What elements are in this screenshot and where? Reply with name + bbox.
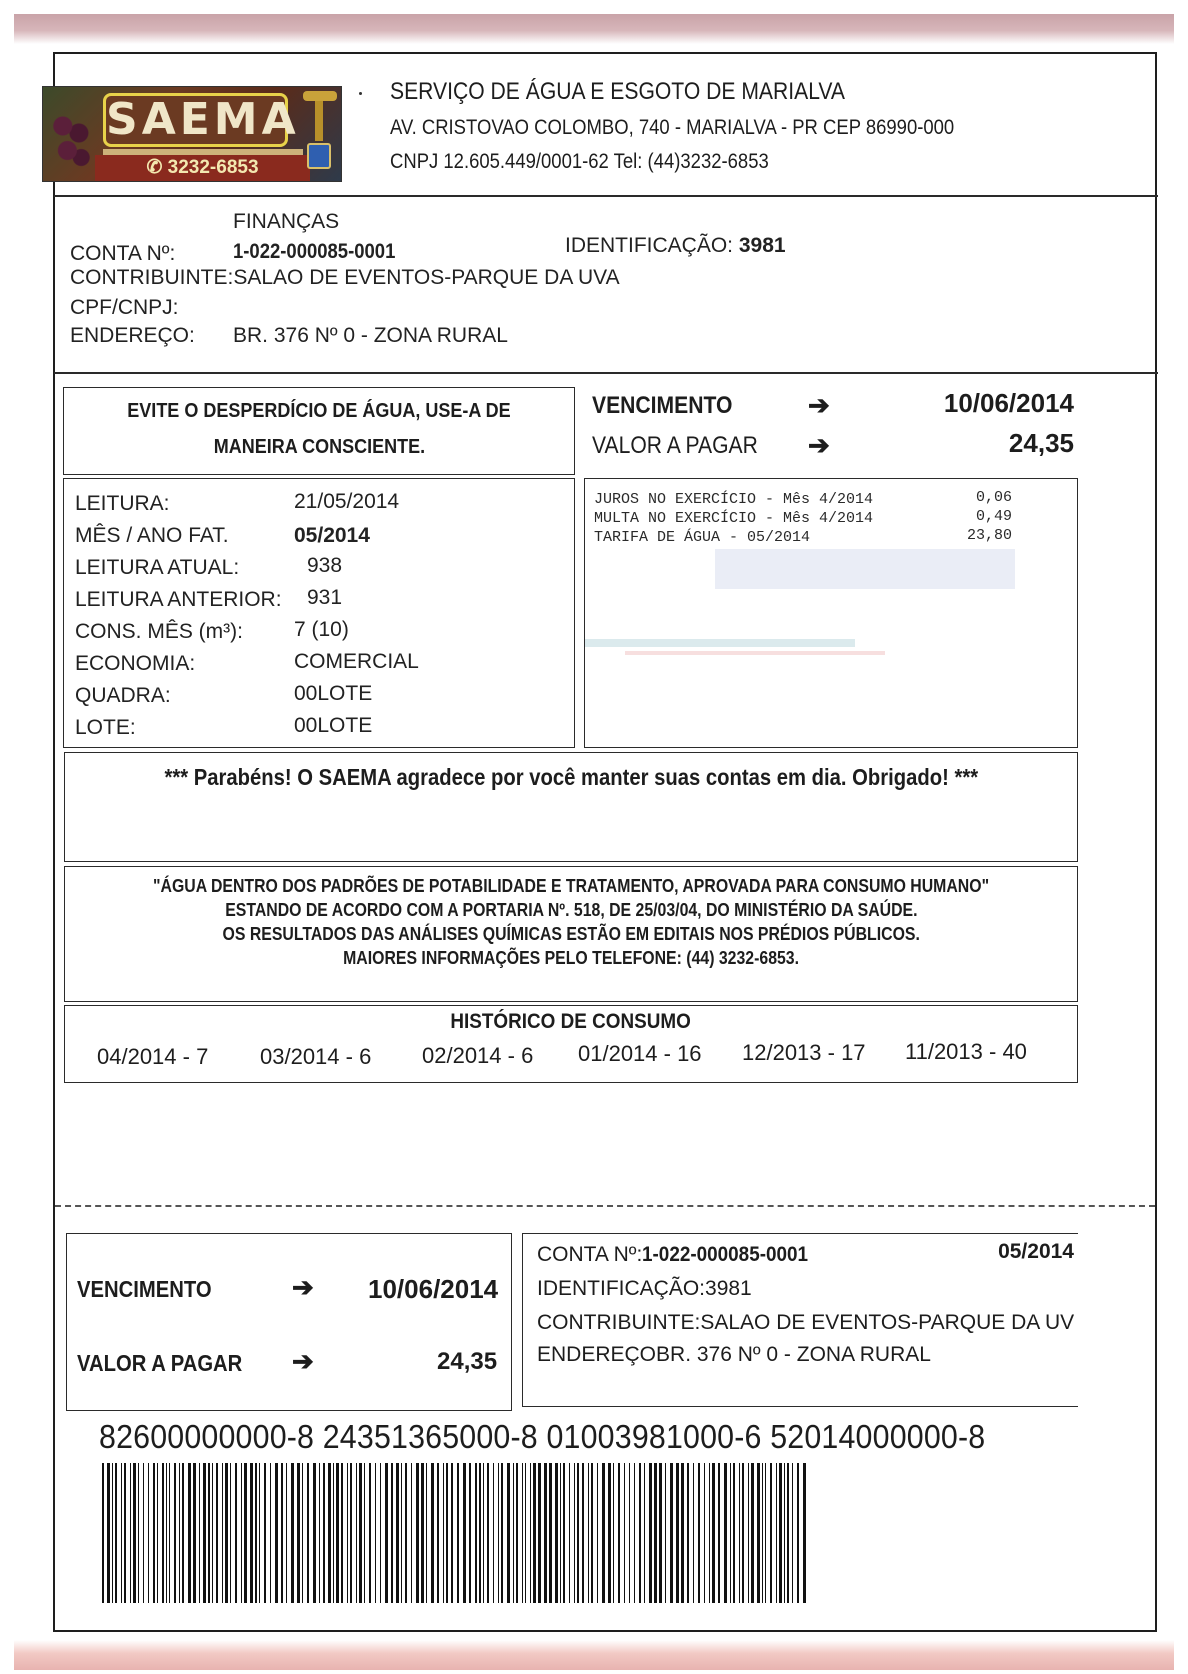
arrow-right-icon: ➔ <box>292 1272 314 1302</box>
barcode-bar <box>364 1463 365 1603</box>
barcode-bar <box>396 1463 399 1603</box>
org-address-text: AV. CRISTOVAO COLOMBO, 740 - MARIALVA - PR CEP 86990-000 <box>390 116 955 139</box>
divider <box>54 195 1158 197</box>
reading-value: 931 <box>307 586 343 609</box>
barcode-bar <box>244 1463 247 1603</box>
barcode-bar <box>644 1463 645 1603</box>
barcode-bar <box>649 1463 652 1603</box>
barcode-bar <box>133 1463 136 1603</box>
stub-conta <box>537 1243 827 1267</box>
reading-value: 00LOTE <box>294 682 373 705</box>
charge-description: JUROS NO EXERCÍCIO - Mês 4/2014 <box>594 491 874 508</box>
history-item: 12/2013 - 17 <box>742 1040 866 1065</box>
charge-amount: 23,80 <box>966 527 1012 544</box>
barcode-bar <box>401 1463 403 1603</box>
barcode-bar <box>250 1463 253 1603</box>
barcode-bar <box>162 1463 163 1603</box>
history-item: 02/2014 - 6 <box>422 1043 534 1068</box>
barcode-bar <box>533 1463 536 1603</box>
vencimento-label-text: VENCIMENTO <box>592 392 733 419</box>
reading-value: COMERCIAL <box>294 650 419 673</box>
barcode-bar <box>463 1463 466 1603</box>
barcode-bar <box>291 1463 294 1603</box>
barcode-bar <box>350 1463 352 1603</box>
barcode-bar <box>591 1463 593 1603</box>
barcode-bar <box>665 1463 666 1603</box>
barcode-bar <box>264 1463 265 1603</box>
barcode-bar <box>483 1463 485 1603</box>
barcode-bar <box>757 1463 760 1603</box>
barcode-bar <box>787 1463 789 1603</box>
barcode-digits <box>99 1418 1062 1456</box>
reading-value: 00LOTE <box>294 714 373 737</box>
vencimento-value: 10/06/2014 <box>943 388 1074 418</box>
barcode-bar <box>241 1463 242 1603</box>
history-item: 04/2014 - 7 <box>97 1044 209 1069</box>
barcode-bar <box>405 1463 406 1603</box>
stub-valor-value: 24,35 <box>437 1348 498 1375</box>
barcode-bar <box>225 1463 228 1603</box>
barcode-bar <box>356 1463 357 1603</box>
stub-endereco: ENDEREÇOBR. 376 Nº 0 - ZONA RURAL <box>537 1343 931 1366</box>
stub-vencimento-label-text: VENCIMENTO <box>77 1276 212 1302</box>
barcode-bar <box>115 1463 117 1603</box>
arrow-right-icon: ➔ <box>808 390 830 420</box>
reading-value: 7 (10) <box>294 618 349 641</box>
thanks-message-text: *** Parabéns! O SAEMA agradece por você manter suas contas em dia. Obrigado! *** <box>164 764 978 790</box>
barcode-bar <box>687 1463 689 1603</box>
barcode-bar <box>577 1463 579 1603</box>
barcode-bar <box>718 1463 720 1603</box>
stub-conta-label: CONTA Nº: <box>537 1243 643 1266</box>
vencimento-label <box>592 392 752 420</box>
barcode-bar <box>286 1463 287 1603</box>
barcode-bar <box>124 1463 126 1603</box>
reading-value: 938 <box>307 554 343 577</box>
barcode-bar <box>724 1463 727 1603</box>
thanks-message <box>64 764 1078 791</box>
barcode-bar <box>102 1463 104 1603</box>
quality-line-4 <box>64 948 1078 969</box>
quality-line-1 <box>64 876 1078 897</box>
barcode-bar <box>375 1463 376 1603</box>
barcode-bar <box>639 1463 641 1603</box>
barcode-bar <box>569 1463 570 1603</box>
barcode-bar <box>549 1463 552 1603</box>
barcode-bar <box>709 1463 710 1603</box>
barcode-bar <box>563 1463 565 1603</box>
logo-phone: ✆ 3232-6853 <box>95 155 310 181</box>
barcode-bar <box>560 1463 561 1603</box>
barcode-bar <box>618 1463 619 1603</box>
identificacao-label: IDENTIFICAÇÃO: <box>565 234 734 257</box>
barcode-digits-text: 82600000000-8 24351365000-8 01003981000-6 52014000000-8 <box>99 1418 986 1455</box>
barcode-bar <box>341 1463 343 1603</box>
history-item: 11/2013 - 40 <box>905 1039 1027 1064</box>
charge-amount: 0,06 <box>975 489 1012 506</box>
barcode-bar <box>188 1463 191 1603</box>
contribuinte-label: CONTRIBUINTE: <box>70 266 234 289</box>
stub-conta-value: 1-022-000085-0001 <box>642 1243 809 1266</box>
barcode-bar <box>275 1463 278 1603</box>
barcode-bar <box>457 1463 459 1603</box>
barcode-bar <box>235 1463 237 1603</box>
conta-value-text: 1-022-000085-0001 <box>233 240 396 263</box>
valve-wheel <box>303 91 337 101</box>
reading-label: LEITURA ANTERIOR: <box>75 588 282 611</box>
barcode-bar <box>380 1463 381 1603</box>
barcode-bar <box>199 1463 201 1603</box>
barcode-bar <box>634 1463 635 1603</box>
notice-line-1 <box>64 400 574 423</box>
valor-label-text: VALOR A PAGAR <box>592 432 758 459</box>
reading-label: MÊS / ANO FAT. <box>75 524 229 547</box>
stub-valor-label <box>77 1350 265 1377</box>
org-name-text: SERVIÇO DE ÁGUA E ESGOTO DE MARIALVA <box>390 78 845 105</box>
barcode-bar <box>426 1463 427 1603</box>
barcode-bar <box>770 1463 771 1603</box>
barcode-bar <box>336 1463 339 1603</box>
grapes-icon <box>49 105 95 175</box>
barcode-bar <box>704 1463 705 1603</box>
barcode-bar <box>588 1463 589 1603</box>
barcode-bar <box>153 1463 154 1603</box>
history-item: 01/2014 - 16 <box>578 1041 702 1066</box>
barcode-bar <box>369 1463 370 1603</box>
watermark <box>585 639 855 647</box>
barcode-bar <box>421 1463 424 1603</box>
barcode-bar <box>359 1463 362 1603</box>
barcode-bar <box>530 1463 531 1603</box>
identificacao <box>565 234 786 258</box>
conta-label: CONTA Nº: <box>70 242 176 265</box>
cpf-label: CPF/CNPJ: <box>70 296 179 319</box>
watermark <box>715 549 1015 589</box>
barcode-bar <box>302 1463 303 1603</box>
org-name <box>390 78 907 106</box>
history-title <box>64 1010 1078 1034</box>
stub-period: 05/2014 <box>998 1240 1074 1263</box>
barcode-bar <box>544 1463 547 1603</box>
reading-label: ECONOMIA: <box>75 652 196 675</box>
conta-value <box>233 240 418 264</box>
divider <box>54 372 1158 374</box>
barcode-bar <box>121 1463 122 1603</box>
barcode-bar <box>319 1463 321 1603</box>
barcode-bar <box>498 1463 499 1603</box>
barcode-bar <box>203 1463 206 1603</box>
barcode-bar <box>347 1463 348 1603</box>
barcode-bar <box>166 1463 167 1603</box>
barcode-bar <box>516 1463 518 1603</box>
stub-valor-label-text: VALOR A PAGAR <box>77 1350 243 1376</box>
reading-label: LEITURA: <box>75 492 170 515</box>
barcode-bar <box>670 1463 673 1603</box>
barcode-bar <box>522 1463 523 1603</box>
barcode-bar <box>493 1463 494 1603</box>
barcode-bar <box>216 1463 217 1603</box>
identificacao-value: 3981 <box>738 234 786 257</box>
barcode-bar <box>193 1463 196 1603</box>
barcode-bar <box>698 1463 700 1603</box>
barcode-bar <box>230 1463 232 1603</box>
notice-line-2-text: MANEIRA CONSCIENTE. <box>213 436 425 458</box>
city-crest-icon <box>307 143 331 169</box>
barcode-bar <box>776 1463 777 1603</box>
barcode-bar <box>624 1463 625 1603</box>
barcode-bar <box>797 1463 798 1603</box>
reading-label: CONS. MÊS (m³): <box>75 620 243 643</box>
barcode-bar <box>574 1463 575 1603</box>
barcode-bar <box>431 1463 434 1603</box>
barcode-bar <box>681 1463 684 1603</box>
history-title-text: HISTÓRICO DE CONSUMO <box>450 1010 692 1033</box>
notice-line-2 <box>64 436 574 459</box>
org-address <box>390 116 1031 140</box>
barcode-bar <box>582 1463 584 1603</box>
barcode-bar <box>281 1463 283 1603</box>
valor-label <box>592 432 781 460</box>
quality-line-3-text: OS RESULTADOS DAS ANÁLISES QUÍMICAS ESTÃO EM EDITAIS NOS PRÉDIOS PÚBLICOS. <box>222 924 920 944</box>
barcode-bar <box>608 1463 611 1603</box>
stub-payment-box <box>66 1233 512 1411</box>
decorative-dot <box>359 92 362 95</box>
reading-label: LEITURA ATUAL: <box>75 556 240 579</box>
barcode-bar <box>733 1463 735 1603</box>
charge-description: MULTA NO EXERCÍCIO - Mês 4/2014 <box>594 510 874 527</box>
barcode-bar <box>765 1463 766 1603</box>
barcode-bar <box>333 1463 334 1603</box>
notice-line-1-text: EVITE O DESPERDÍCIO DE ÁGUA, USE-A DE <box>127 400 511 422</box>
barcode-bar <box>130 1463 131 1603</box>
valve-stem <box>315 101 323 141</box>
barcode-bar <box>169 1463 170 1603</box>
barcode-bar <box>712 1463 715 1603</box>
barcode-bar <box>157 1463 159 1603</box>
barcode-bar <box>676 1463 679 1603</box>
org-cnpj-tel <box>390 150 820 174</box>
barcode-bar <box>693 1463 694 1603</box>
barcode-bar <box>446 1463 448 1603</box>
charge-amount: 0,49 <box>975 508 1012 525</box>
barcode-bar <box>487 1463 488 1603</box>
barcode-bar <box>555 1463 558 1603</box>
barcode-bar <box>779 1463 782 1603</box>
barcode-bar <box>313 1463 316 1603</box>
logo-phone-number: 3232-6853 <box>167 157 259 178</box>
barcode-bar <box>259 1463 261 1603</box>
barcode-bar <box>792 1463 794 1603</box>
barcode-bar <box>784 1463 785 1603</box>
logo-wordmark: SAEMA <box>103 93 288 147</box>
saema-logo <box>42 86 342 182</box>
contribuinte-value: SALAO DE EVENTOS-PARQUE DA UVA <box>233 266 620 289</box>
barcode-bar <box>469 1463 471 1603</box>
scan-edge-bottom <box>14 1640 1174 1670</box>
barcode-bar <box>730 1463 731 1603</box>
barcode-bar <box>411 1463 413 1603</box>
barcode-bar <box>297 1463 300 1603</box>
barcode-bar <box>602 1463 605 1603</box>
arrow-right-icon: ➔ <box>808 430 830 460</box>
org-cnpj-tel-text: CNPJ 12.605.449/0001-62 Tel: (44)3232-6853 <box>390 150 769 173</box>
department-label: FINANÇAS <box>233 210 340 233</box>
barcode-bar <box>629 1463 630 1603</box>
stub-identificacao: IDENTIFICAÇÃO:3981 <box>537 1277 752 1300</box>
barcode-bar <box>270 1463 272 1603</box>
barcode-bar <box>538 1463 541 1603</box>
valve-icon <box>299 91 339 177</box>
barcode-bar <box>416 1463 419 1603</box>
barcode-bar <box>138 1463 139 1603</box>
endereco-value: BR. 376 Nº 0 - ZONA RURAL <box>233 324 508 347</box>
valor-value: 24,35 <box>1008 428 1074 458</box>
charge-description: TARIFA DE ÁGUA - 05/2014 <box>594 529 811 546</box>
barcode-bar <box>182 1463 184 1603</box>
barcode-bar <box>143 1463 144 1603</box>
barcode-bar <box>613 1463 614 1603</box>
barcode-bar <box>597 1463 598 1603</box>
barcode-bar <box>739 1463 740 1603</box>
quality-line-2 <box>64 900 1078 921</box>
barcode-bar <box>479 1463 480 1603</box>
barcode-bar <box>451 1463 453 1603</box>
barcode-bar <box>443 1463 444 1603</box>
quality-line-1-text: "ÁGUA DENTRO DOS PADRÕES DE POTABILIDADE E TRATAMENTO, APROVADA PARA CONSUMO HUMANO" <box>152 876 990 896</box>
barcode-bar <box>507 1463 510 1603</box>
barcode-bar <box>751 1463 754 1603</box>
reading-value: 05/2014 <box>294 524 370 547</box>
barcode-bar <box>148 1463 149 1603</box>
barcode-bar <box>762 1463 763 1603</box>
stub-vencimento-label <box>77 1276 230 1303</box>
stub-contribuinte: CONTRIBUINTE:SALAO DE EVENTOS-PARQUE DA UV <box>537 1311 1075 1334</box>
conservation-notice <box>63 387 575 475</box>
barcode-bar <box>654 1463 657 1603</box>
barcode-bar <box>391 1463 393 1603</box>
barcode-bar <box>475 1463 478 1603</box>
barcode-bar <box>255 1463 256 1603</box>
barcode-bar <box>385 1463 388 1603</box>
barcode-bar <box>323 1463 325 1603</box>
barcode-bar <box>328 1463 331 1603</box>
barcode-bar <box>107 1463 110 1603</box>
barcode-bar <box>174 1463 176 1603</box>
barcode-bar <box>222 1463 223 1603</box>
barcode-bar <box>501 1463 503 1603</box>
barcode-bar <box>659 1463 662 1603</box>
barcode-bar <box>748 1463 749 1603</box>
tear-off-line <box>55 1205 1155 1207</box>
barcode-bar <box>179 1463 180 1603</box>
barcode-bar <box>742 1463 744 1603</box>
watermark <box>625 651 885 655</box>
quality-line-3 <box>64 924 1078 945</box>
reading-label: LOTE: <box>75 716 136 739</box>
arrow-right-icon: ➔ <box>292 1346 314 1376</box>
quality-line-2-text: ESTANDO DE ACORDO COM A PORTARIA Nº. 518, DE 25/03/04, DO MINISTÉRIO DA SAÚDE. <box>224 900 918 920</box>
scan-edge-top <box>14 14 1174 44</box>
barcode <box>102 1463 808 1603</box>
endereco-label: ENDEREÇO: <box>70 324 195 347</box>
barcode-bar <box>208 1463 209 1603</box>
stub-vencimento-value: 10/06/2014 <box>368 1274 499 1304</box>
reading-value: 21/05/2014 <box>294 490 400 513</box>
barcode-bar <box>803 1463 806 1603</box>
barcode-bar <box>307 1463 308 1603</box>
barcode-bar <box>525 1463 526 1603</box>
contribuinte <box>70 266 620 290</box>
barcode-bar <box>513 1463 514 1603</box>
quality-line-4-text: MAIORES INFORMAÇÕES PELO TELEFONE: (44) 3232-6853. <box>343 948 799 968</box>
barcode-bar <box>112 1463 113 1603</box>
reading-label: QUADRA: <box>75 684 171 707</box>
barcode-bar <box>212 1463 214 1603</box>
barcode-bar <box>437 1463 439 1603</box>
history-item: 03/2014 - 6 <box>260 1044 372 1069</box>
